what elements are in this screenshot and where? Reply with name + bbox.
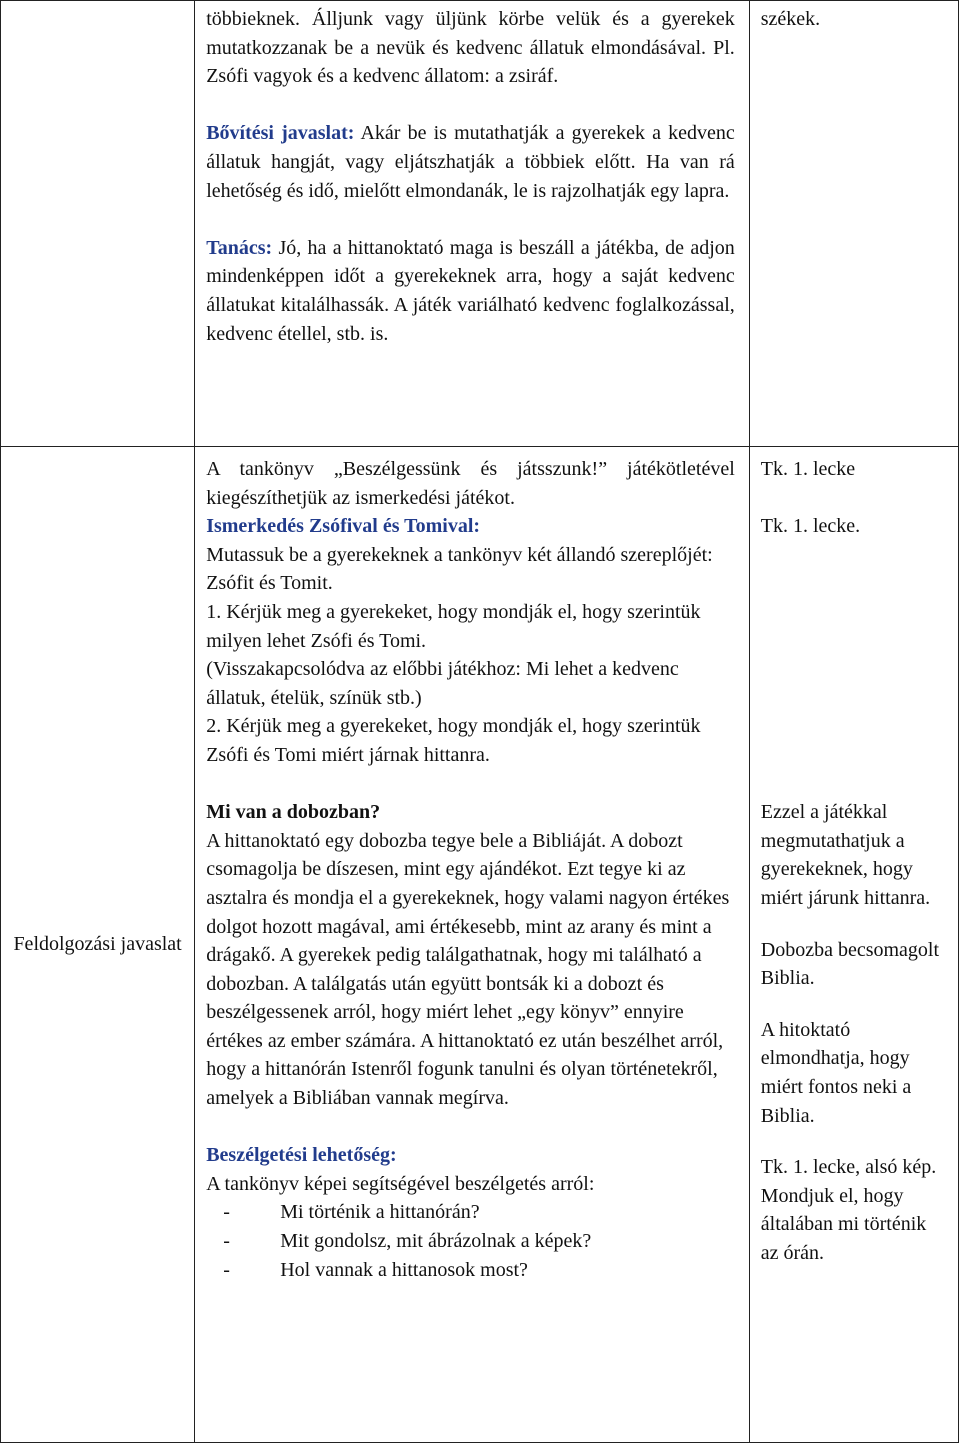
table-row [1, 447, 959, 1443]
tip-paragraph [206, 234, 735, 348]
side-note: Tk. 1. lecke, alsó kép. [760, 1156, 937, 1179]
textbook-intro: A tankönyv „Beszélgessünk és játsszunk!” játékötletével kiegészíthetjük az ismerkedési játékot. [206, 458, 735, 509]
list-item: - Mi történik a hittanórán? [223, 1198, 735, 1227]
activity-cell [195, 447, 750, 1443]
resource-chairs: székek. [760, 8, 821, 30]
game-continuation-text: többieknek. Álljunk vagy üljünk körbe velük és a gyerekek mutatkozzanak be a nevük és kedvenc állatuk elmondásával. Pl. Zsófi vagyok és a kedvenc állatom: a zsiráf. [206, 8, 735, 88]
meet-characters-line: (Visszakapcsolódva az előbbi játékhoz: Mi lehet a kedvenc állatuk, ételük, színük stb.) [206, 658, 679, 709]
extension-label: Bővítési javaslat: [206, 122, 355, 145]
phase-label: Feldolgozási javaslat [13, 933, 182, 956]
side-note: Ezzel a játékkal megmutathatjuk a gyerekeknek, hogy miért járunk hittanra. [760, 801, 931, 909]
list-item: - Mit gondolsz, mit ábrázolnak a képek? [223, 1227, 735, 1256]
meet-characters-line: Mutassuk be a gyerekeknek a tankönyv két állandó szereplőjét: Zsófit és Tomit. [206, 543, 713, 595]
extension-suggestion [206, 119, 735, 205]
phase-label-cell [1, 447, 195, 1443]
section-title-meet-characters: Ismerkedés Zsófival és Tomival: [206, 515, 481, 538]
resources-cell [749, 447, 958, 1443]
side-note: A hitoktató elmondhatja, hogy miért fontos neki a Biblia. [760, 1018, 912, 1127]
discussion-questions [206, 1198, 735, 1284]
meet-characters-line: 2. Kérjük meg a gyerekeket, hogy mondják el, hogy szerintük Zsófi és Tomi miért járnak hittanra. [206, 715, 701, 766]
meet-characters-line: 1. Kérjük meg a gyerekeket, hogy mondják el, hogy szerintük milyen lehet Zsófi és Tomi. [206, 600, 701, 652]
box-game-text: A hittanoktató egy dobozba tegye bele a Bibliáját. A dobozt csomagolja be díszesen, mint egy ajándékot. Ezt tegye ki az asztalra és mondja el a gyerekeknek, hogy valami nagyon értékes dolgot hozott magával, ami értékesebb, mint az arany és mint a drágakő. A gyerekek pedig találgathatnak, hogy mi található a dobozban. A találgatás után együtt bontsák ki a dobozt és beszélgessenek arról, hogy miért lehet „egy könyv” ennyire értékes az ember számára. A hittanoktató ez után beszélhet arról, hogy a hittanórán Istenről fogunk tanulni és olyan történetekről, amelyek a Bibliában vannak megírva. [206, 829, 730, 1110]
extension-text: Akár be is mutathatják a gyerekek a kedvenc állatuk hangját, vagy eljátszhatják a többiek előtt. Ha van rá lehetőség és idő, mielőtt elmondanák, le is rajzolhatják egy lapra. [206, 122, 735, 202]
textbook-ref: Tk. 1. lecke. [760, 514, 861, 537]
side-note: Dobozba becsomagolt Biblia. [760, 938, 940, 990]
section-title-discussion: Beszélgetési lehetőség: [206, 1144, 397, 1167]
textbook-ref: Tk. 1. lecke [760, 458, 856, 480]
section-title-box: Mi van a dobozban? [206, 801, 381, 824]
discussion-intro: A tankönyv képei segítségével beszélgetés arról: [206, 1172, 595, 1195]
list-item: - Hol vannak a hittanosok most? [223, 1256, 735, 1285]
tip-text: Jó, ha a hittanoktató maga is beszáll a játékba, de adjon mindenképpen időt a gyerekeknek arra, hogy a saját kedvenc állatukat kitalálhassák. A játék variálható kedvenc foglalkozással, kedvenc étellel, stb. is. [206, 236, 735, 345]
table-row [1, 1, 959, 447]
activity-cell [195, 1, 750, 447]
tip-label: Tanács: [206, 236, 273, 259]
side-note: Mondjuk el, hogy általában mi történik az órán. [760, 1184, 927, 1264]
resources-cell [749, 1, 958, 447]
phase-label-cell-empty [1, 1, 195, 447]
